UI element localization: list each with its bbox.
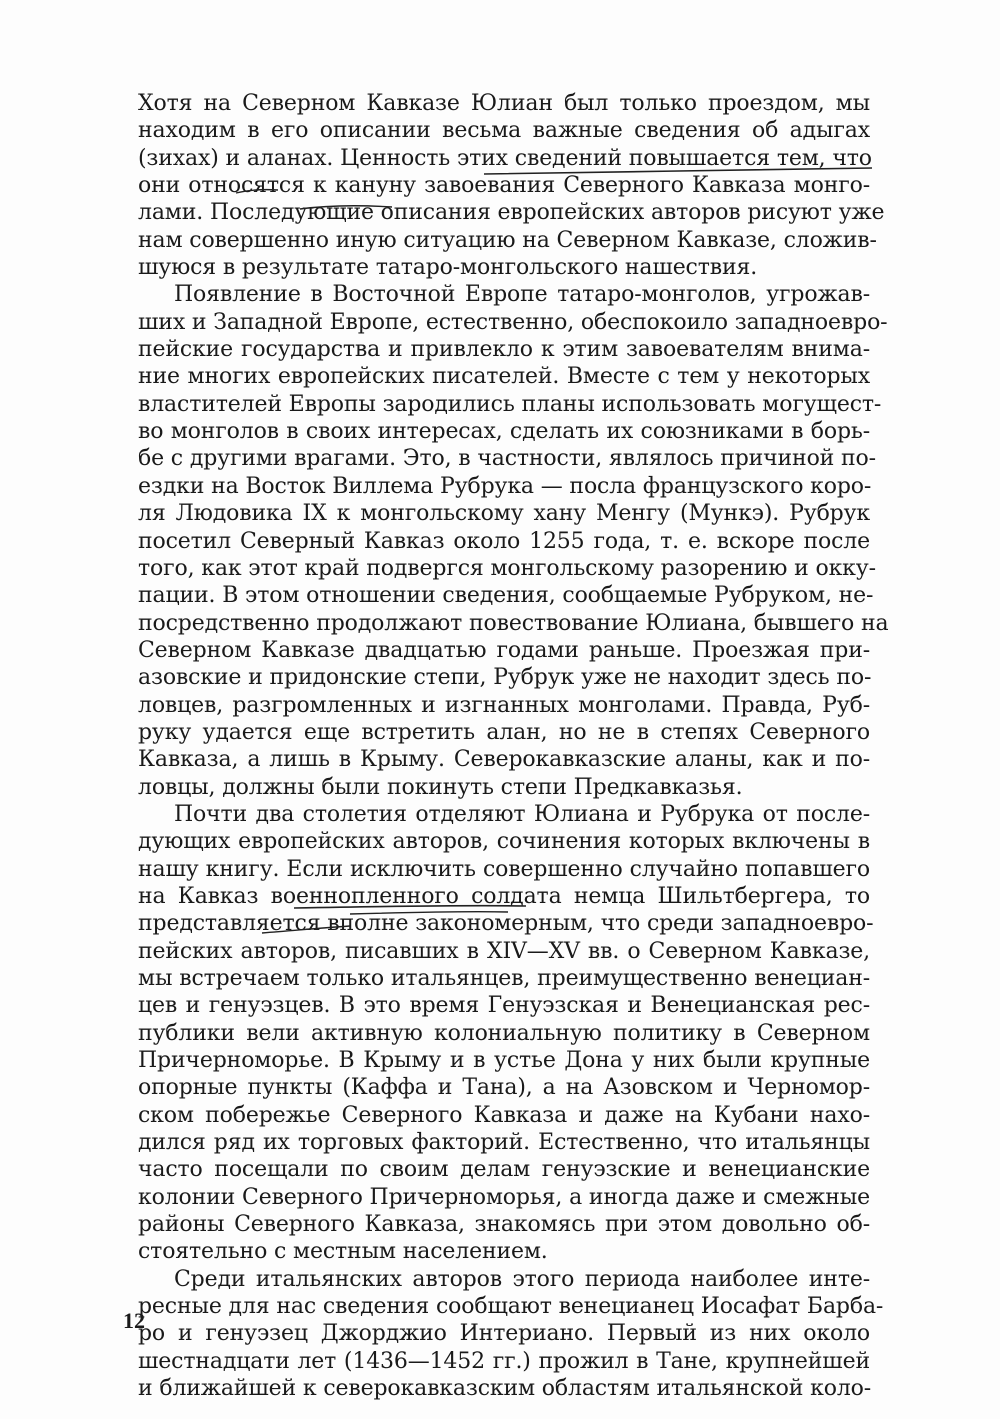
text-line: пейские государства и привлекло к этим завоевателям внима- (138, 337, 870, 363)
text-line: нашу книгу. Если исключить совершенно случайно попавшего (138, 856, 870, 882)
text-line: они относятся к кануну завоевания Северного Кавказа монго- (138, 173, 870, 199)
text-line: ресные для нас сведения сообщают венецианец Иосафат Барба- (138, 1294, 884, 1320)
text-line: во монголов в своих интересах, сделать их союзниками в борь- (138, 419, 870, 445)
text-line: колонии Северного Причерноморья, а иногда даже и смежные (138, 1184, 870, 1210)
text-line: ро и генуэзец Джорджио Интериано. Первый из них около (138, 1321, 870, 1347)
text-line: Причерноморье. В Крыму и в устье Дона у них были крупные (138, 1048, 870, 1074)
paragraph-1 (138, 90, 885, 281)
text-line: пейских авторов, писавших в XIV—XV вв. о Северном Кавказе, (138, 938, 870, 964)
text-line: часто посещали по своим делам генуэзские и венецианские (138, 1157, 870, 1183)
text-line: азовские и придонские степи, Рубрук уже не находит здесь по- (138, 665, 872, 691)
text-line: (зихах) и аланах. Ценность этих сведений повышается тем, что (138, 145, 872, 171)
text-line: ловцев, разгромленных и изгнанных монголами. Правда, Руб- (138, 692, 870, 718)
text-line: ние многих европейских писателей. Вместе с тем у некоторых (138, 364, 870, 390)
text-line: ших и Западной Европе, естественно, обеспокоило западноевро- (138, 309, 888, 335)
text-line: на Кавказ военнопленного солдата немца Шильтбергера, то (138, 883, 870, 909)
text-line: нам совершенно иную ситуацию на Северном Кавказе, сложив- (138, 227, 877, 253)
text-line: Кавказа, а лишь в Крыму. Северокавказские аланы, как и по- (138, 747, 870, 773)
text-line: бе с другими врагами. Это, в частности, являлось причиной по- (138, 446, 876, 472)
text-line: и ближайшей к северокавказским областям итальянской коло- (138, 1376, 872, 1402)
page-number: 12 (123, 1308, 145, 1333)
text-line: того, как этот край подвергся монгольскому разорению и окку- (138, 555, 876, 581)
text-line: стоятельно с местным населением. (138, 1239, 548, 1265)
text-line: дующих европейских авторов, сочинения которых включены в (138, 829, 870, 855)
body-text (138, 90, 889, 1403)
text-line: лами. Последующие описания европейских авторов рисуют уже (138, 200, 885, 226)
text-line: Хотя на Северном Кавказе Юлиан был только проездом, мы (138, 91, 870, 116)
text-line: шуюся в результате татаро-монгольского нашествия. (138, 255, 758, 281)
text-line: опорные пункты (Каффа и Тана), а на Азовском и Черномор- (138, 1075, 870, 1101)
text-line: ловцы, должны были покинуть степи Предкавказья. (138, 774, 743, 800)
text-line: представляется вполне закономерным, что среди западноевро- (138, 911, 874, 937)
paragraph-3 (138, 801, 874, 1266)
text-line: пации. В этом отношении сведения, сообщаемые Рубруком, не- (138, 583, 874, 609)
text-line: находим в его описании весьма важные сведения об адыгах (138, 118, 870, 144)
text-line: шестнадцати лет (1436—1452 гг.) прожил в Тане, крупнейшей (138, 1348, 870, 1374)
text-line: Северном Кавказе двадцатью годами раньше. Проезжая при- (138, 637, 870, 663)
text-line: районы Северного Кавказа, знакомясь при этом довольно об- (138, 1212, 870, 1238)
text-line: Появление в Восточной Европе татаро-монголов, угрожав- (174, 282, 870, 308)
paragraph-4 (138, 1266, 884, 1403)
text-line: дился ряд их торговых факторий. Естественно, что итальянцы (138, 1130, 870, 1156)
text-line: цев и генуэзцев. В это время Генуэзская и Венецианская рес- (138, 993, 870, 1019)
text-line: ездки на Восток Виллема Рубрука — посла французского коро- (138, 473, 872, 499)
text-line: Среди итальянских авторов этого периода наиболее инте- (174, 1266, 870, 1292)
text-line: властителей Европы зародились планы использовать могущест- (138, 391, 882, 417)
text-line: посетил Северный Кавказ около 1255 года, т. е. вскоре после (138, 528, 870, 554)
text-line: ском побережье Северного Кавказа и даже на Кубани нахо- (138, 1102, 870, 1128)
text-line: посредственно продолжают повествование Юлиана, бывшего на (138, 610, 889, 636)
text-line: ля Людовика IX к монгольскому хану Менгу (Мункэ). Рубрук (138, 501, 870, 527)
paragraph-2 (138, 281, 889, 801)
text-line: мы встречаем только итальянцев, преимущественно венециан- (138, 966, 870, 991)
text-line: Почти два столетия отделяют Юлиана и Рубрука от после- (174, 801, 870, 827)
text-line: публики вели активную колониальную политику в Северном (138, 1020, 870, 1046)
text-line: руку удается еще встретить алан, но не в степях Северного (138, 719, 870, 745)
